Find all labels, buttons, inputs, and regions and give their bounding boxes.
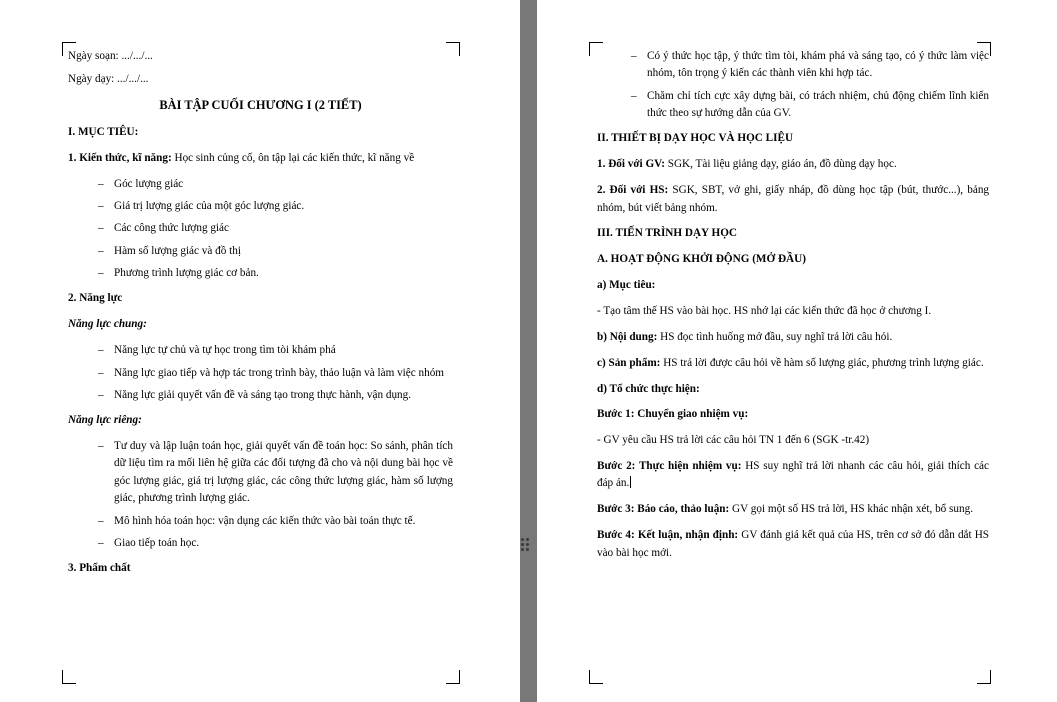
buoc4-paragraph	[597, 527, 989, 562]
section-thiet-bi: II. THIẾT BỊ DẠY HỌC VÀ HỌC LIỆU	[597, 132, 794, 145]
list-item: – Mô hình hóa toán học: vận dụng các kiến thức vào bài toán thực tế.	[98, 513, 453, 530]
list-item: – Năng lực tự chủ và tự học trong tìm tòi khám phá	[98, 342, 453, 359]
doi-voi-hs-paragraph	[597, 182, 989, 217]
nang-luc-chung-list	[68, 342, 453, 404]
pham-chat-label: 3. Phẩm chất	[68, 562, 131, 575]
section-tien-trinh: III. TIẾN TRÌNH DẠY HỌC	[597, 227, 737, 240]
doi-voi-gv-text: SGK, Tài liệu giảng dạy, giáo án, đồ dùng dạy học.	[667, 158, 897, 171]
doi-voi-hs-label: 2. Đối với HS:	[597, 184, 669, 197]
crop-mark-bottom-right	[446, 670, 460, 684]
nang-luc-label: 2. Năng lực	[68, 292, 123, 305]
kien-thuc-text: Học sinh củng cố, ôn tập lại các kiến thức, kĩ năng về	[174, 151, 415, 164]
buoc3-label: Bước 3: Báo cáo, thảo luận:	[597, 503, 730, 516]
muc-tieu-label: a) Mục tiêu:	[597, 279, 656, 292]
document-page-left	[0, 0, 520, 702]
page-gutter	[520, 0, 537, 702]
handle-dot	[521, 538, 524, 541]
document-title: BÀI TẬP CUỐI CHƯƠNG I (2 TIẾT)	[159, 97, 362, 112]
list-item: – Tư duy và lập luận toán học, giải quyết vấn đề toán học: So sánh, phân tích dữ liệu tìm ra mối liên hệ giữa các đối tượng đã cho và nội dung bài học về góc lượng giác, giá trị lượng giác, các công thức lượng giác, hàm số lượng giác, phương trình lượng giác.	[98, 438, 453, 507]
handle-dot	[526, 538, 529, 541]
list-item: – Chăm chỉ tích cực xây dựng bài, có trách nhiệm, chủ động chiếm lĩnh kiến thức theo sự hướng dẫn của GV.	[631, 88, 989, 123]
buoc2-text: HS suy nghĩ trả lời nhanh các câu hỏi, giải thích các đáp án.	[597, 460, 989, 490]
doi-voi-gv-label: 1. Đối với GV:	[597, 158, 665, 171]
text-cursor	[630, 476, 631, 488]
kien-thuc-list	[68, 176, 453, 283]
list-item: – Các công thức lượng giác	[98, 220, 453, 237]
noi-dung-label: b) Nội dung:	[597, 330, 658, 343]
buoc3-text: GV gọi một số HS trả lời, HS khác nhận xét, bổ sung.	[732, 503, 973, 516]
list-item: – Giá trị lượng giác của một góc lượng giác.	[98, 198, 453, 215]
list-item: – Năng lực giải quyết vấn đề và sáng tạo trong thực hành, vận dụng.	[98, 387, 453, 404]
list-item: – Phương trình lượng giác cơ bản.	[98, 265, 453, 282]
list-item: – Có ý thức học tập, ý thức tìm tòi, khám phá và sáng tạo, có ý thức làm việc nhóm, tôn trọng ý kiến các thành viên khi hợp tác.	[631, 48, 989, 83]
muc-tieu-text: - Tạo tâm thế HS vào bài học. HS nhớ lại các kiến thức đã học ở chương I.	[597, 304, 932, 317]
nang-luc-rieng-label: Năng lực riêng:	[68, 414, 142, 427]
pham-chat-list	[597, 48, 989, 122]
noi-dung-text: HS đọc tình huống mở đầu, suy nghĩ trả lời câu hỏi.	[660, 330, 893, 343]
buoc4-text: GV đánh giá kết quả của HS, trên cơ sở đó dẫn dắt HS vào bài học mới.	[597, 529, 990, 559]
nang-luc-rieng-list	[68, 438, 453, 552]
crop-mark-bottom-right	[977, 670, 991, 684]
line-ngay-soan: Ngày soạn: .../.../...	[68, 50, 153, 62]
handle-dot	[521, 548, 524, 551]
buoc4-label: Bước 4: Kết luận, nhận định:	[597, 529, 739, 542]
handle-dot	[526, 543, 529, 546]
page-left-content	[68, 48, 453, 586]
crop-mark-bottom-left	[589, 670, 603, 684]
list-item: – Giao tiếp toán học.	[98, 535, 453, 552]
list-item: – Góc lượng giác	[98, 176, 453, 193]
section-muc-tieu: I. MỤC TIÊU:	[68, 125, 139, 138]
buoc3-paragraph	[597, 501, 989, 518]
section-hoat-dong: A. HOẠT ĐỘNG KHỞI ĐỘNG (MỞ ĐẦU)	[597, 253, 806, 266]
buoc1-text: - GV yêu cầu HS trả lời các câu hỏi TN 1 đến 6 (SGK -tr.42)	[597, 434, 870, 447]
document-page-right	[537, 0, 1057, 702]
san-pham-label: c) Sản phẩm:	[597, 356, 661, 369]
doi-voi-hs-text: SGK, SBT, vở ghi, giấy nháp, đồ dùng học tập (bút, thước...), bảng nhóm, bút viết bảng nhóm.	[597, 184, 990, 214]
list-item: – Hàm số lượng giác và đồ thị	[98, 243, 453, 260]
buoc1-label: Bước 1: Chuyển giao nhiệm vụ:	[597, 408, 749, 421]
doi-voi-gv-paragraph	[597, 156, 989, 173]
page-right-content	[597, 48, 989, 570]
to-chuc-label: d) Tổ chức thực hiện:	[597, 382, 700, 395]
handle-dot	[526, 548, 529, 551]
buoc2-paragraph	[597, 458, 989, 493]
san-pham-paragraph	[597, 355, 989, 372]
page-drag-handle[interactable]	[521, 538, 530, 554]
kien-thuc-label: 1. Kiến thức, kĩ năng:	[68, 151, 172, 164]
nang-luc-chung-label: Năng lực chung:	[68, 318, 147, 331]
buoc2-label: Bước 2: Thực hiện nhiệm vụ:	[597, 460, 742, 473]
handle-dot	[521, 543, 524, 546]
noi-dung-paragraph	[597, 329, 989, 346]
line-ngay-day: Ngày dạy: .../.../...	[68, 73, 149, 86]
list-item: – Năng lực giao tiếp và hợp tác trong trình bày, thảo luận và làm việc nhóm	[98, 365, 453, 382]
san-pham-text: HS trả lời được câu hỏi về hàm số lượng giác, phương trình lượng giác.	[663, 356, 984, 369]
crop-mark-bottom-left	[62, 670, 76, 684]
kien-thuc-paragraph	[68, 150, 453, 167]
